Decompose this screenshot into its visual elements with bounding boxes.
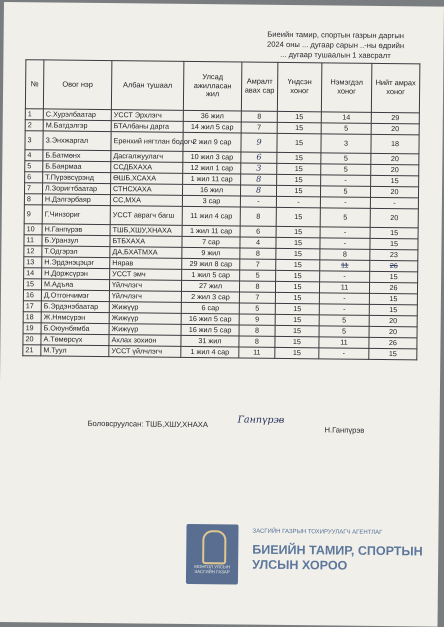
row-number: 13 <box>24 257 42 268</box>
row-leave-month: - <box>240 196 276 207</box>
watermark-title-line-1: БИЕИЙН ТАМИР, СПОРТЫН <box>252 542 423 559</box>
row-base-days: 15 <box>276 185 320 196</box>
row-total-days: 15 <box>369 348 417 360</box>
row-name: Б.Баярмаа <box>43 161 111 173</box>
row-total-days: - <box>370 197 418 209</box>
row-position: УССТ аврагч багш <box>110 206 182 226</box>
watermark-agency: ЗАСГИЙН ГАЗРЫН ТОХИРУУЛАГЧ АГЕНТЛАГ <box>252 528 383 536</box>
row-years: 7 сар <box>182 236 240 248</box>
row-position: СС,МХА <box>110 195 182 207</box>
row-total-days: 26 <box>369 282 417 294</box>
row-total-days: 23 <box>370 249 418 261</box>
row-name: Н.Эрдэнэцэцэг <box>42 257 110 269</box>
row-number: 21 <box>23 345 41 356</box>
header-extra-days: Нэмэгдэл хоног <box>321 63 372 113</box>
row-total-days: 20 <box>370 208 418 228</box>
row-name: З.Энхжаргал <box>43 131 111 151</box>
row-total-days: 26 <box>370 260 418 272</box>
row-leave-month: 8 <box>240 248 276 259</box>
row-total-days: 15 <box>370 238 418 250</box>
row-years: 16 жил <box>182 184 240 196</box>
prepared-by: Боловсруулсан: ТШБ,ХШУ,ХНАХА <box>87 418 208 430</box>
row-name: Л.Зоригтбаатар <box>42 183 110 195</box>
row-number: 9 <box>24 205 42 224</box>
row-base-days: 15 <box>275 281 319 292</box>
row-base-days: 15 <box>277 163 321 174</box>
row-number: 3 <box>25 131 43 150</box>
row-total-days: 20 <box>369 315 417 327</box>
row-years: 3 сар <box>182 195 240 207</box>
header-total-days: Нийт амрах хоног <box>371 63 420 112</box>
table-body <box>23 109 420 360</box>
header-name: Овог нэр <box>43 60 112 110</box>
row-position: Ахлах зохион <box>109 335 181 347</box>
row-leave-month: 8 <box>240 207 276 226</box>
row-name: Н.Доржсүрэн <box>42 268 110 280</box>
row-extra-days: - <box>319 293 369 305</box>
row-years: 16 жил 5 сар <box>181 313 239 325</box>
row-total-days: 20 <box>370 186 418 198</box>
row-total-days: 15 <box>371 175 419 187</box>
row-leave-month: 8 <box>241 111 277 122</box>
row-number: 15 <box>23 279 41 290</box>
row-leave-month: 6 <box>240 226 276 237</box>
row-name: Б.Оюунбямба <box>41 323 109 335</box>
row-leave-month: 5 <box>239 303 275 314</box>
row-base-days: 15 <box>277 152 321 163</box>
row-number: 2 <box>25 120 43 131</box>
row-total-days: 20 <box>371 153 419 165</box>
row-years: 10 жил 3 сар <box>183 151 241 163</box>
row-number: 6 <box>25 172 43 183</box>
row-name: А.Төмөрсүх <box>41 334 109 346</box>
row-base-days: 15 <box>277 174 321 185</box>
row-years: 1 жил 11 сар <box>183 173 241 185</box>
row-extra-days: - <box>319 304 369 316</box>
row-leave-month: 8 <box>239 281 275 292</box>
row-number: 12 <box>24 246 42 257</box>
row-extra-days: 3 <box>321 134 371 154</box>
row-base-days: 15 <box>276 270 320 281</box>
row-extra-days: 5 <box>320 208 370 228</box>
header-no: № <box>25 60 44 109</box>
row-leave-month: 6 <box>241 152 277 163</box>
row-name: Б.Эрдэнэбаатар <box>41 301 109 313</box>
row-leave-month: 8 <box>239 325 275 336</box>
row-position: Дасгалжуулагч <box>111 151 183 163</box>
row-name: Т.Одгэрэл <box>42 246 110 258</box>
row-total-days: 15 <box>369 293 417 305</box>
row-extra-days: 11 <box>319 337 369 349</box>
row-total-days: 18 <box>371 134 419 154</box>
row-years: 27 жил <box>181 280 239 292</box>
row-base-days: 15 <box>275 325 319 336</box>
row-years: 2 жил 3 сар <box>181 291 239 303</box>
row-name: Б.Батмөнх <box>43 150 111 162</box>
row-leave-month: 8 <box>241 174 277 185</box>
row-extra-days: 8 <box>320 249 370 261</box>
row-total-days: 15 <box>370 271 418 283</box>
row-number: 8 <box>24 194 42 205</box>
row-years: 16 жил 5 сар <box>181 324 239 336</box>
row-position: БТАлбаны дарга <box>111 121 183 133</box>
row-number: 17 <box>23 301 41 312</box>
row-name: Н.Дэлгэрбаяр <box>42 194 110 206</box>
row-name: М.Батдэлгэр <box>43 120 111 132</box>
row-leave-month: 4 <box>240 237 276 248</box>
table-header-row <box>25 60 419 113</box>
row-total-days: 15 <box>370 227 418 239</box>
row-position: Жижүүр <box>109 302 181 314</box>
row-years: 1 жил 4 сар <box>181 346 239 358</box>
watermark-title-line-2: УЛСЫН ХОРОО <box>252 557 348 573</box>
row-extra-days: 5 <box>320 186 370 198</box>
emblem-logo <box>186 524 239 585</box>
row-leave-month: 9 <box>241 133 277 152</box>
row-name: Т.Пүрэвсүрэнд <box>43 172 111 184</box>
row-extra-days: 5 <box>321 164 371 176</box>
row-total-days: 20 <box>371 123 419 135</box>
row-extra-days: - <box>320 238 370 250</box>
row-base-days: 15 <box>275 314 319 325</box>
header-leave-month: Амралт авах сар <box>241 62 278 111</box>
row-name: Б.Уранзул <box>42 235 110 247</box>
row-number: 11 <box>24 235 42 246</box>
row-leave-month: 8 <box>240 185 276 196</box>
signature: Ганпүрэв <box>237 414 285 426</box>
row-leave-month: 7 <box>240 259 276 270</box>
watermark-title <box>252 543 423 575</box>
row-total-days: 15 <box>369 304 417 316</box>
row-years: 12 жил 1 сар <box>183 162 241 174</box>
row-years: 14 жил 5 сар <box>183 121 241 133</box>
row-position: Нярав <box>110 258 182 270</box>
row-extra-days: - <box>320 227 370 239</box>
row-years: 11 жил 4 сар <box>182 206 240 226</box>
row-number: 5 <box>25 161 43 172</box>
leave-schedule-table <box>22 59 420 360</box>
row-number: 1 <box>25 109 43 120</box>
row-leave-month: 7 <box>239 292 275 303</box>
row-leave-month: 7 <box>241 122 277 133</box>
row-base-days: 15 <box>277 133 321 152</box>
row-extra-days: 11 <box>320 260 370 272</box>
row-number: 16 <box>23 290 41 301</box>
row-extra-days: 5 <box>321 123 371 135</box>
row-base-days: 15 <box>276 237 320 248</box>
row-number: 7 <box>24 183 42 194</box>
header-base-days: Үндсэн хоног <box>277 62 322 111</box>
signer-name: Н.Ганпүрэв <box>324 425 365 435</box>
row-leave-month: 5 <box>240 270 276 281</box>
row-extra-days: 11 <box>319 282 369 294</box>
row-base-days: 15 <box>276 259 320 270</box>
row-base-days: 15 <box>275 303 319 314</box>
row-name: С.Хурэлбаатар <box>43 109 111 121</box>
row-position: ӨШБ,ХСАХА <box>111 173 183 185</box>
row-base-days: 15 <box>277 122 321 133</box>
row-total-days: 20 <box>369 326 417 338</box>
row-number: 19 <box>23 323 41 334</box>
row-number: 18 <box>23 312 41 323</box>
row-leave-month: 3 <box>241 163 277 174</box>
header-line-3: ... дугаар тушаалын 1 хавсралт <box>280 50 391 61</box>
header-line-1: Биеийн тамир, спортын газрын даргын <box>267 29 405 41</box>
row-extra-days: - <box>321 175 371 187</box>
row-name: Д.Отгончимэг <box>41 290 109 302</box>
row-name: Ж.Нямсүрэн <box>41 312 109 324</box>
row-position: Еренхий нягтлан бодогч <box>111 132 183 152</box>
row-base-days: 15 <box>276 207 320 226</box>
row-base-days: 15 <box>276 248 320 259</box>
row-position: УССТ Эрхлэгч <box>111 110 183 122</box>
row-extra-days: 14 <box>321 112 371 124</box>
row-total-days: 26 <box>369 337 417 349</box>
row-name: Г.Чинзориг <box>42 205 110 225</box>
row-position: ССДБХАХА <box>111 162 183 174</box>
row-years: 2 жил 9 сар <box>183 132 241 152</box>
row-extra-days: - <box>320 197 370 209</box>
document-page <box>0 2 444 627</box>
row-position: Үйлчлэгч <box>109 280 181 292</box>
row-number: 10 <box>24 224 42 235</box>
row-base-days: 15 <box>275 347 319 358</box>
row-total-days: 20 <box>371 164 419 176</box>
row-years: 1 жил 5 сар <box>182 269 240 281</box>
soyombo-icon <box>202 530 226 564</box>
row-base-days: 15 <box>276 226 320 237</box>
row-name: М.Туул <box>41 345 109 357</box>
row-position: СТНСХАХА <box>110 184 182 196</box>
row-leave-month: 9 <box>239 314 275 325</box>
row-base-days: - <box>276 196 320 207</box>
row-leave-month: 11 <box>239 347 275 358</box>
row-extra-days: 5 <box>319 315 369 327</box>
row-number: 20 <box>23 334 41 345</box>
row-number: 14 <box>24 268 42 279</box>
row-position: ТШБ,ХШУ,ХНАХА <box>110 225 182 237</box>
row-name: М.Адъяа <box>41 279 109 291</box>
row-years: 9 жил <box>182 247 240 259</box>
row-name: Н.Ганпүрэв <box>42 224 110 236</box>
row-position: УССТ үйлчлэгч <box>109 346 181 358</box>
row-position: УССТ эмч <box>110 269 182 281</box>
row-years: 1 жил 11 сар <box>182 225 240 237</box>
row-position: Жижүүр <box>109 313 181 325</box>
row-years: 6 сар <box>181 302 239 314</box>
row-extra-days: - <box>319 348 369 360</box>
row-extra-days: - <box>320 271 370 283</box>
row-years: 31 жил <box>181 335 239 347</box>
row-number: 4 <box>25 150 43 161</box>
row-extra-days: 5 <box>319 326 369 338</box>
row-position: БТБХАХА <box>110 236 182 248</box>
header-position: Албан тушаал <box>111 61 184 111</box>
header-line-2: 2024 оны ... дугаар сарын ..-ны өдрийн <box>266 39 405 51</box>
row-years: 29 жил 8 сар <box>182 258 240 270</box>
row-position: Жижүүр <box>109 324 181 336</box>
document-header <box>245 30 425 62</box>
header-years: Улсад ажилласан жил <box>183 61 242 111</box>
row-extra-days: 5 <box>321 153 371 165</box>
emblem-caption: МОНГОЛ УЛСЫН ЗАСГИЙН ГАЗАР <box>194 564 230 575</box>
row-position: ДА,БХАТМХА <box>110 247 182 259</box>
row-leave-month: 8 <box>239 336 275 347</box>
row-position: Үйлчлэгч <box>109 291 181 303</box>
row-total-days: 29 <box>371 112 419 124</box>
row-base-days: 15 <box>275 336 319 347</box>
row-base-days: 15 <box>275 292 319 303</box>
row-years: 36 жил <box>183 110 241 122</box>
row-base-days: 15 <box>277 111 321 122</box>
